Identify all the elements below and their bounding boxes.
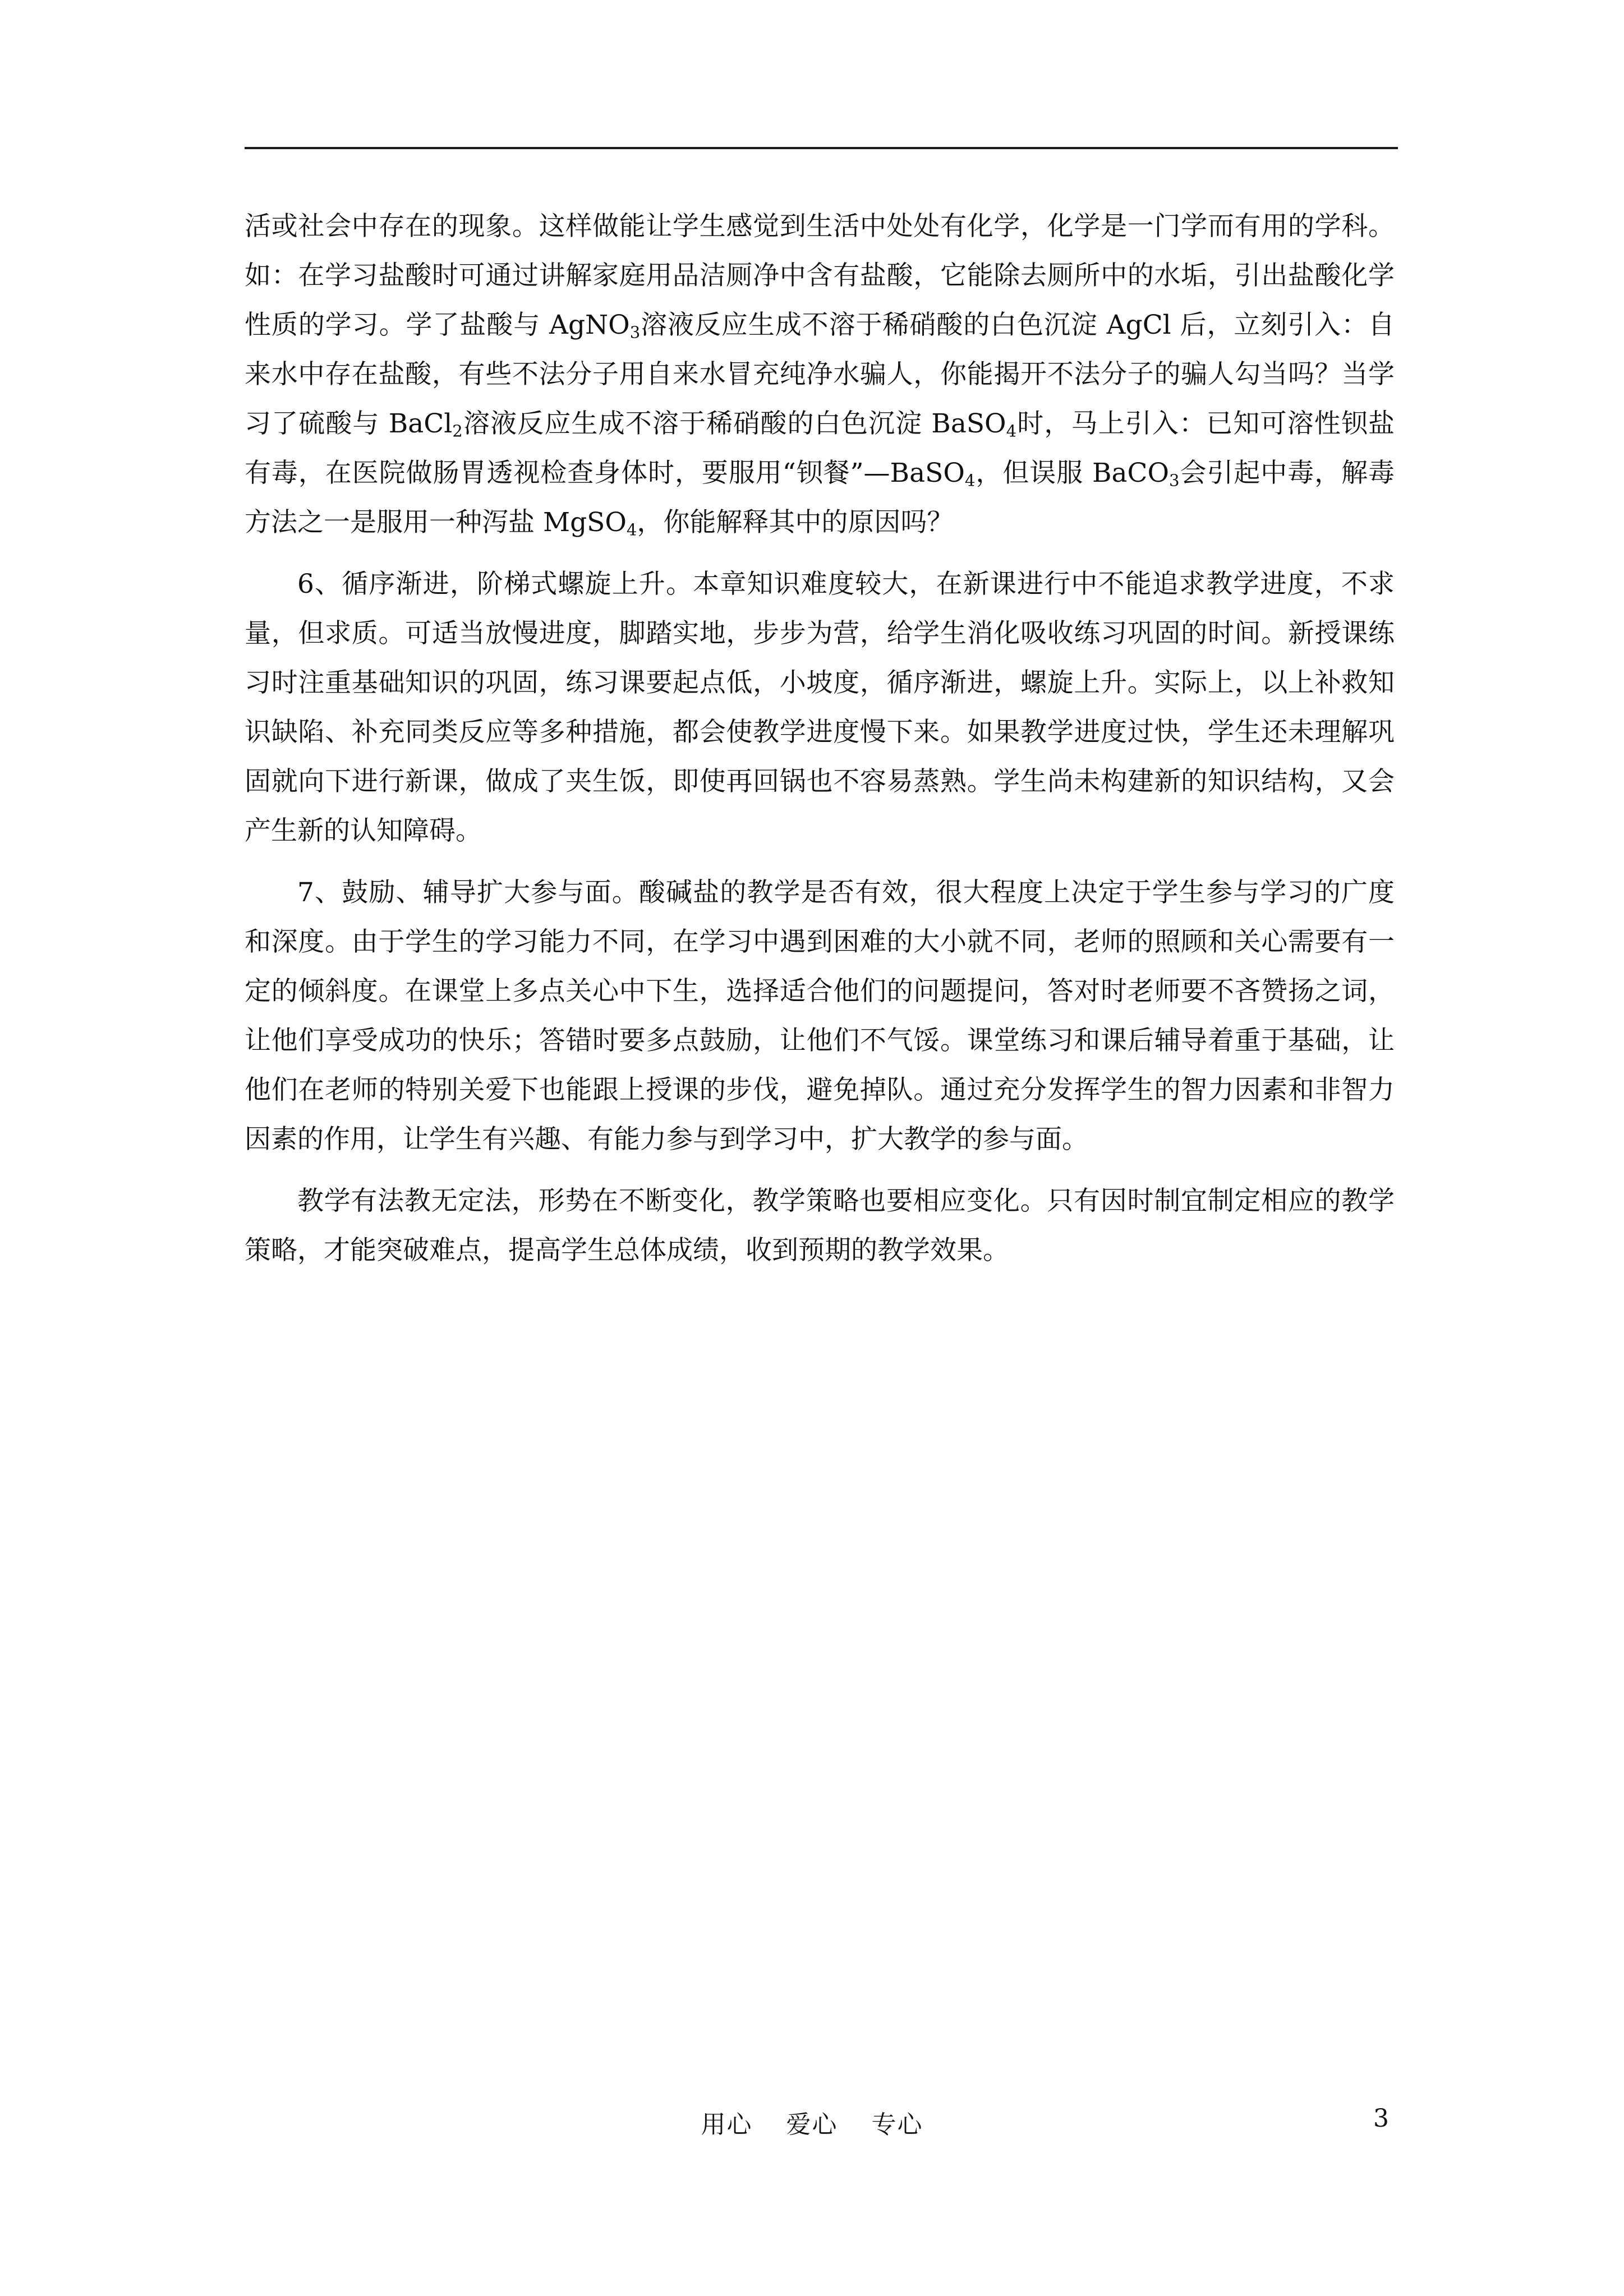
- page-number: 3: [1373, 2104, 1389, 2133]
- subscript: 4: [626, 520, 637, 540]
- text-run: ，你能解释其中的原因吗？: [637, 507, 954, 538]
- footer-motto-word: 用心: [701, 2110, 753, 2139]
- text-run: 7、鼓励、辅导扩大参与面。酸碱盐的教学是否有效，很大程度上决定于学生参与学习的广度和深度。由于学生的学习能力不同，在学习中遇到困难的大小就不同，老师的照顾和关心需要有一定的倾斜度。在课堂上多点关心中下生，选择适合他们的问题提问，答对时老师要不吝赞扬之词，让他们享受成功的快乐；答错时要多点鼓励，让他们不气馁。课堂练习和课后辅导着重于基础，让他们在老师的特别关爱下也能跟上授课的步伐，避免掉队。通过充分发挥学生的智力因素和非智力因素的作用，让学生有兴趣、有能力参与到学习中，扩大教学的参与面。: [245, 877, 1395, 1155]
- footer-motto-word: 爱心: [786, 2110, 838, 2139]
- text-run: ，但误服 BaCO: [975, 458, 1169, 488]
- subscript: 4: [1006, 421, 1017, 441]
- text-run: 溶液反应生成不溶于稀硝酸的白色沉淀 AgCl 后，立刻引入：自来水中存在盐酸，有些不法分子用自来水冒充纯净水骗人，你能揭开不法分子的骗人勾当吗？当学习了硫酸与 BaCl: [245, 310, 1395, 439]
- paragraph: [245, 202, 1395, 547]
- subscript: 4: [964, 471, 976, 490]
- paragraph: [245, 868, 1395, 1164]
- text-run: 活或社会中存在的现象。这样做能让学生感觉到生活中处处有化学，化学是一门学而有用的学科。如：在学习盐酸时可通过讲解家庭用品洁厕净中含有盐酸，它能除去厕所中的水垢，引出盐酸化学性质的学习。学了盐酸与 AgNO: [245, 211, 1395, 340]
- text-run: 溶液反应生成不溶于稀硝酸的白色沉淀 BaSO: [462, 408, 1006, 439]
- footer-motto-word: 专心: [871, 2110, 923, 2139]
- paragraph: [245, 1177, 1395, 1275]
- header-rule: [245, 147, 1398, 149]
- subscript: 2: [452, 421, 463, 441]
- text-run: 6、循序渐进，阶梯式螺旋上升。本章知识难度较大，在新课进行中不能追求教学进度，不求量，但求质。可适当放慢进度，脚踏实地，步步为营，给学生消化吸收练习巩固的时间。新授课练习时注重基础知识的巩固，练习课要起点低，小坡度，循序渐进，螺旋上升。实际上，以上补救知识缺陷、补充同类反应等多种措施，都会使教学进度慢下来。如果教学进度过快，学生还未理解巩固就向下进行新课，做成了夹生饭，即使再回锅也不容易蒸熟。学生尚未构建新的知识结构，又会产生新的认知障碍。: [245, 569, 1395, 846]
- subscript: 3: [1169, 471, 1180, 490]
- text-run: 时，马上引入：已知可溶性钡盐有毒，在医院做肠胃透视检查身体时，要服用“钡餐”—BaSO: [245, 408, 1395, 488]
- subscript: 3: [629, 322, 641, 342]
- text-run: 教学有法教无定法，形势在不断变化，教学策略也要相应变化。只有因时制宜制定相应的教学策略，才能突破难点，提高学生总体成绩，收到预期的教学效果。: [245, 1186, 1395, 1266]
- text-run: 会引起中毒，解毒方法之一是服用一种泻盐 MgSO: [245, 458, 1395, 538]
- paragraph: [245, 560, 1395, 856]
- document-body: [245, 202, 1395, 1288]
